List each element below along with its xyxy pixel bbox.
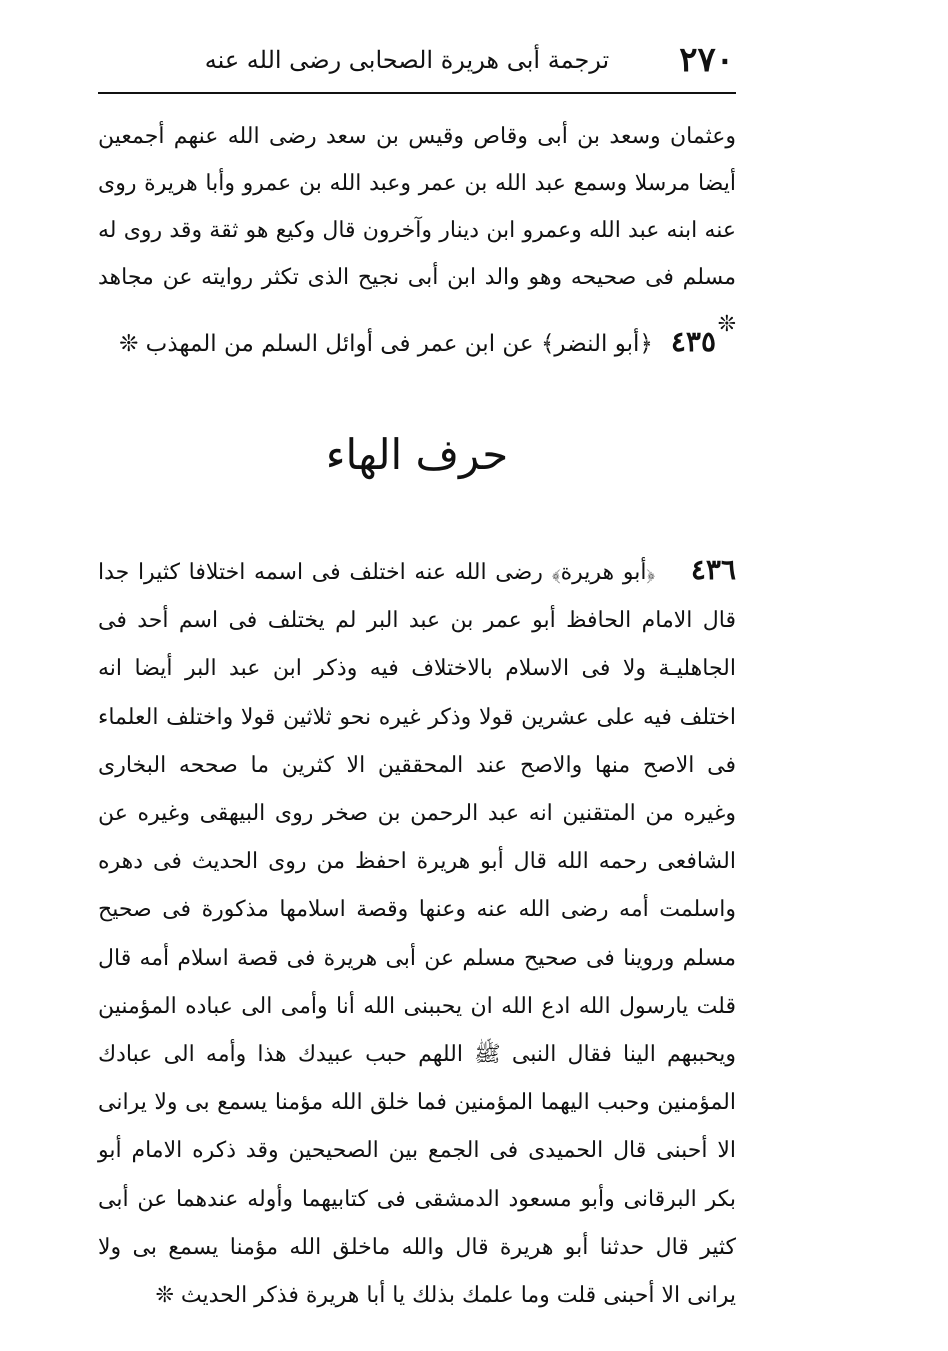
entry-number: ٤٣٥ [670,325,716,358]
entry-text: ﴿أبو النضر﴾ عن ابن عمر فى أوائل السلم من المهذب ❊ [119,331,653,357]
paragraph-continuation: وعثمان وسعد بن أبى وقاص وقيس بن سعد رضى الله عنهم أجمعين أيضا مرسلا وسمع عبد الله بن عمر وعبد الله بن عمرو وأبا هريرة روى عنه ابنه عبد الله وعمرو ابن دينار وآخرون قال وكيع هو ثقة وقد روى له مسلم فى صحيحه وهو والد ابن أبى نجيح الذى تكثر روايته عن مجاهد ❊ [98,124,736,337]
entry-436 [98,546,736,1320]
page-header [100,30,734,90]
entry-number: ٤٣٦ [690,553,736,586]
page-number: ٢٧٠ [679,40,734,80]
entry-435 [98,318,716,368]
running-head: ترجمة أبى هريرة الصحابى رضى الله عنه [204,46,610,74]
header-rule [98,92,736,94]
entry-text: ﴿أبو هريرة﴾ رضى الله عنه اختلف فى اسمه اختلافا كثيرا جدا قال الامام الحافظ أبو عمر بن عبد البر لم يختلف فى اسم أحد فى الجاهليـة ولا فى الاسلام بالاختلاف فيه وذكر ابن عبد البر أيضا انه اختلف فيه على عشرين قولا وذكر غيره نحو ثلاثين قولا واختلف العلماء فى الاصح منها والاصح عند المحققين الا كثرين ما صححه البخارى وغيره من المتقنين انه عبد الرحمن بن صخر روى البيهقى وغيره عن الشافعى رحمه الله قال أبو هريرة احفظ من روى الحديث فى دهره واسلمت أمه رضى الله عنه وعنها وقصة اسلامها مذكورة فى صحيح مسلم وروينا فى صحيح مسلم عن أبى هريرة فى قصة اسلام أمه قال قلت يارسول الله ادع الله ان يحببنى الله أنا وأمى الى عباده المؤمنين ويحببهم الينا فقال النبى ﷺ اللهم حبب عبيدك هذا وأمه الى عبادك المؤمنين وحبب اليهما المؤمنين فما خلق الله مؤمنا يسمع بى ولا يرانى الا أحبنى قال الحميدى فى الجمع بين الصحيحين وقد ذكره الامام أبو بكر البرقانى وأبو مسعود الدمشقى فى كتابيهما وأوله عندهما عن أبى كثير قال حدثنا أبو هريرة قال والله ماخلق الله مؤمنا يسمع بى ولا يرانى الا أحبنى قلت وما علمك بذلك يا أبا هريرة فذكر الحديث ❊ [98,560,736,1309]
section-title: حرف الهاء [325,430,509,479]
